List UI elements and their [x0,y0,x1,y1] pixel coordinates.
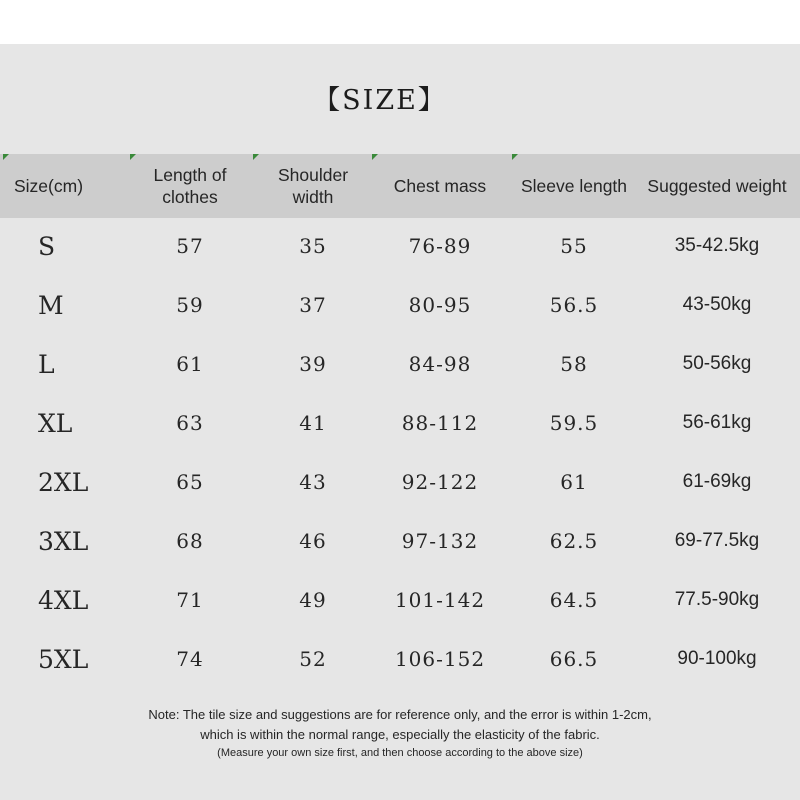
length-cell: 63 [176,411,204,435]
chest-cell: 106-152 [394,647,486,671]
weight-cell: 90-100kg [677,648,757,669]
size-cell: 4XL [38,585,89,615]
chest-cell: 101-142 [394,588,486,612]
note-line-2: which is within the normal range, especially the elasticity of the fabric. [200,727,600,742]
sleeve-cell: 58 [560,352,588,376]
length-cell: 65 [176,470,204,494]
table-row [0,275,800,335]
weight-cell: 77.5-90kg [674,589,760,610]
sleeve-cell: 61 [560,470,588,494]
size-cell: M [38,290,64,320]
sleeve-cell: 62.5 [549,529,599,553]
weight-cell: 35-42.5kg [674,235,760,256]
length-cell: 57 [176,234,204,258]
table-row [0,570,800,630]
size-cell: 3XL [38,526,89,556]
chest-cell: 76-89 [408,234,472,258]
size-cell: L [38,349,55,379]
size-cell: 5XL [38,644,89,674]
weight-cell: 56-61kg [682,412,752,433]
size-cell: S [38,231,56,261]
note-line-3: (Measure your own size first, and then choose according to the above size) [217,747,583,759]
shoulder-cell: 37 [299,293,327,317]
table-row [0,452,800,512]
weight-cell: 50-56kg [682,353,752,374]
header-sleeve: Sleeve length [520,176,628,196]
weight-cell: 43-50kg [682,294,752,315]
shoulder-cell: 41 [299,411,327,435]
chest-cell: 88-112 [401,411,479,435]
header-weight: Suggested weight [647,176,787,196]
length-cell: 74 [176,647,204,671]
shoulder-cell: 52 [299,647,327,671]
size-cell: 2XL [38,467,89,497]
sleeve-cell: 66.5 [549,647,599,671]
sleeve-cell: 55 [560,234,588,258]
shoulder-cell: 43 [299,470,327,494]
chest-cell: 92-122 [401,470,479,494]
length-cell: 71 [176,588,204,612]
corner-marker [3,154,9,160]
table-row [0,629,800,689]
table-row [0,393,800,453]
header-shoulder: Shoulder width [277,165,349,207]
weight-cell: 69-77.5kg [674,530,760,551]
length-cell: 59 [176,293,204,317]
header-chest: Chest mass [393,176,487,196]
shoulder-cell: 35 [299,234,327,258]
size-cell: XL [38,408,73,438]
shoulder-cell: 39 [299,352,327,376]
chest-cell: 84-98 [408,352,472,376]
sleeve-cell: 59.5 [549,411,599,435]
header-size: Size(cm) [14,176,84,196]
sleeve-cell: 64.5 [549,588,599,612]
chest-cell: 97-132 [401,529,479,553]
table-row [0,334,800,394]
chest-cell: 80-95 [408,293,472,317]
length-cell: 61 [176,352,204,376]
table-row [0,216,800,276]
header-length: Length of clothes [153,165,227,207]
sleeve-cell: 56.5 [549,293,599,317]
shoulder-cell: 49 [299,588,327,612]
size-title: 【SIZE】 [313,85,447,116]
table-row [0,511,800,571]
shoulder-cell: 46 [299,529,327,553]
weight-cell: 61-69kg [682,471,752,492]
length-cell: 68 [176,529,204,553]
note-line-1: Note: The tile size and suggestions are for reference only, and the error is within 1-2cm, [148,707,652,722]
